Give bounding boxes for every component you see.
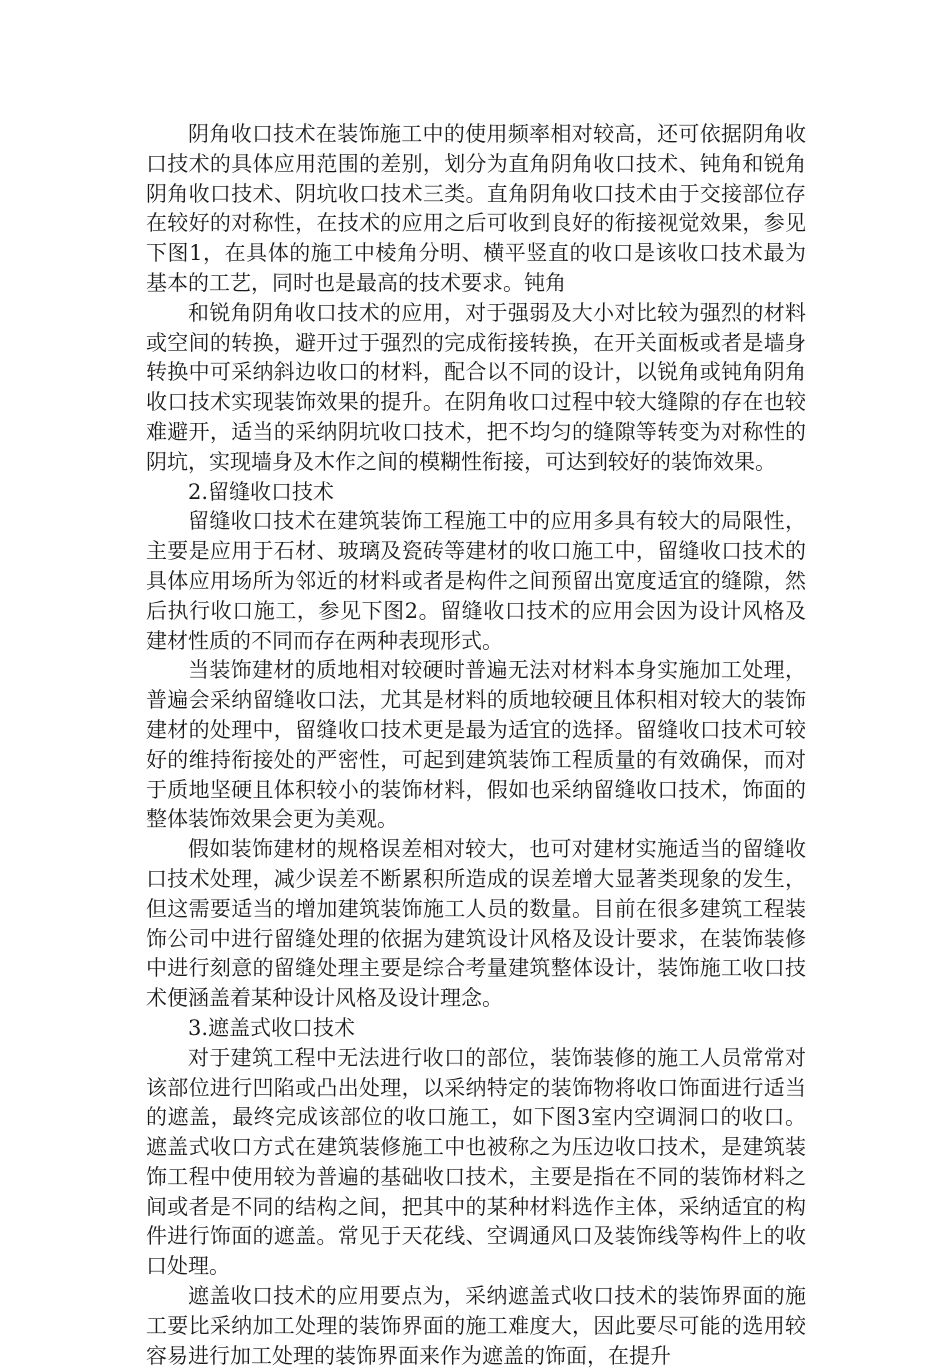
paragraph-inside-corner-intro: 阴角收口技术在装饰施工中的使用频率相对较高，还可依据阴角收口技术的具体应用范围的差别，划分为直角阴角收口技术、钝角和锐角阴角收口技术、阴坑收口技术三类。直角阴角收口技术由于交接部位存在较好的对称性，在技术的应用之后可收到良好的衔接视觉效果，参见下图1，在具体的施工中棱角分明、横平竖直的收口是该收口技术最为基本的工艺，同时也是最高的技术要求。钝角 <box>146 122 806 295</box>
document-body <box>146 120 806 1371</box>
section-heading-cover-edge: 3.遮盖式收口技术 <box>188 1015 356 1040</box>
paragraph-acute-obtuse-corner: 和锐角阴角收口技术的应用，对于强弱及大小对比较为强烈的材料或空间的转换，避开过于强烈的完成衔接转换，在开关面板或者是墙身转换中可采纳斜边收口的材料，配合以不同的设计，以锐角或钝角阴角收口技术实现装饰效果的提升。在阴角收口过程中较大缝隙的存在也较难避开，适当的采纳阴坑收口技术，把不均匀的缝隙等转变为对称性的阴坑，实现墙身及木作之间的模糊性衔接，可达到较好的装饰效果。 <box>146 300 806 474</box>
paragraph-cover-edge-points: 遮盖收口技术的应用要点为，采纳遮盖式收口技术的装饰界面的施工要比采纳加工处理的装饰界面的施工难度大，因此要尽可能的选用较容易进行加工处理的装饰界面来作为遮盖的饰面，在提升 <box>146 1284 806 1368</box>
paragraph-size-error: 假如装饰建材的规格误差相对较大，也可对建材实施适当的留缝收口技术处理，减少误差不断累积所造成的误差增大显著类现象的发生，但这需要适当的增加建筑装饰施工人员的数量。目前在很多建筑工程装饰公司中进行留缝处理的依据为建筑设计风格及设计要求，在装饰装修中进行刻意的留缝处理主要是综合考量建筑整体设计，装饰施工收口技术便涵盖着某种设计风格及设计理念。 <box>146 837 806 1011</box>
paragraph-reserved-joint-intro: 留缝收口技术在建筑装饰工程施工中的应用多具有较大的局限性，主要是应用于石材、玻璃及瓷砖等建材的收口施工中，留缝收口技术的具体应用场所为邻近的材料或者是构件之间预留出宽度适宜的缝隙，然后执行收口施工，参见下图2。留缝收口技术的应用会因为设计风格及建材性质的不同而存在两种表现形式。 <box>146 509 806 653</box>
paragraph-cover-edge-intro: 对于建筑工程中无法进行收口的部位，装饰装修的施工人员常常对该部位进行凹陷或凸出处理，以采纳特定的装饰物将收口饰面进行适当的遮盖，最终完成该部位的收口施工，如下图3室内空调洞口的收口。遮盖式收口方式在建筑装修施工中也被称之为压边收口技术，是建筑装饰工程中使用较为普遍的基础收口技术，主要是指在不同的装饰材料之间或者是不同的结构之间，把其中的某种材料选作主体，采纳适宜的构件进行饰面的遮盖。常见于天花线、空调通风口及装饰线等构件上的收口处理。 <box>146 1045 806 1279</box>
section-heading-reserved-joint: 2.留缝收口技术 <box>188 479 335 504</box>
paragraph-hard-material: 当装饰建材的质地相对较硬时普遍无法对材料本身实施加工处理，普遍会采纳留缝收口法，尤其是材料的质地较硬且体积相对较大的装饰建材的处理中，留缝收口技术更是最为适宜的选择。留缝收口技术可较好的维持衔接处的严密性，可起到建筑装饰工程质量的有效确保，而对于质地坚硬且体积较小的装饰材料，假如也采纳留缝收口技术，饰面的整体装饰效果会更为美观。 <box>146 658 806 832</box>
